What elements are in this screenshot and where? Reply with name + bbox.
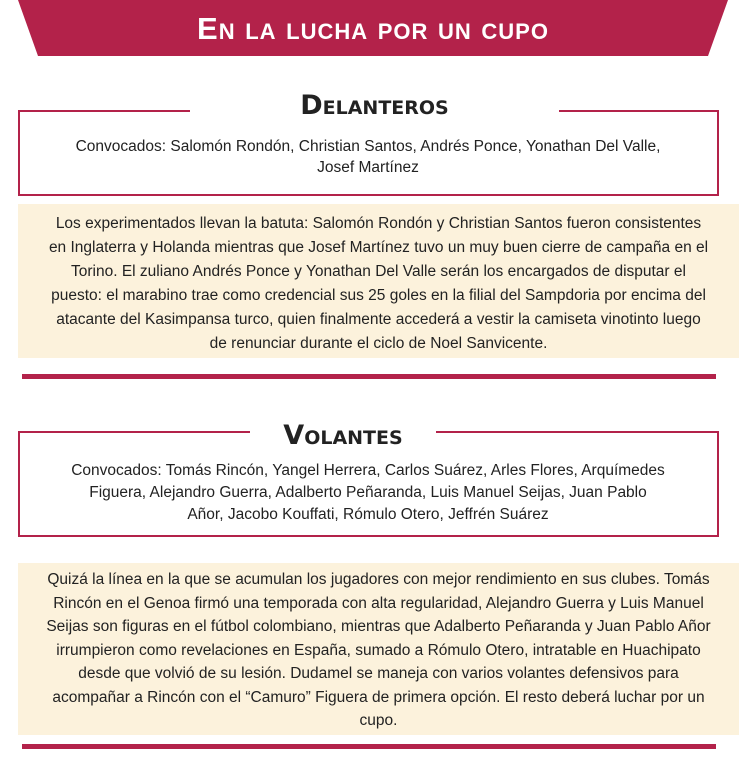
section-divider [22, 374, 716, 379]
section-title: Volantes [283, 420, 403, 451]
section-title: Delanteros [300, 90, 449, 121]
section-divider [22, 744, 716, 749]
section-body: Quizá la línea en la que se acumulan los jugadores con mejor rendimiento en sus clubes. Tomás Rincón en el Genoa firmó una temporada con alta regularidad, Alejandro Guerra y Luis Manuel Seijas son figuras en el fútbol colombiano, mientras que Adalberto Peñaranda y Juan Pablo Añor irrumpieron como revelaciones en España, sumado a Rómulo Otero, intratable en Huachipato desde que volvió de su lesión. Dudamel se maneja con varios volantes defensivos para acompañar a Rincón con el “Camuro” Figuera de primera opción. El resto deberá luchar por un cupo. [18, 563, 739, 735]
convocados-list: Convocados: Salomón Rondón, Christian Santos, Andrés Ponce, Yonathan Del Valle, Josef Martínez [75, 138, 661, 176]
convocados-list: Convocados: Tomás Rincón, Yangel Herrera, Carlos Suárez, Arles Flores, Arquímedes Figuera, Alejandro Guerra, Adalberto Peñaranda, Luis Manuel Seijas, Juan Pablo Añor, Jacobo Kouffati, Rómulo Otero, Jeffrén Suárez [71, 462, 665, 523]
frame-line-right [436, 431, 719, 433]
frame-line-left [18, 110, 190, 112]
frame-line-left [18, 431, 250, 433]
page-title: En la lucha por un cupo [197, 11, 549, 46]
header-banner [0, 0, 746, 58]
frame-line-right [559, 110, 719, 112]
section-body: Los experimentados llevan la batuta: Salomón Rondón y Christian Santos fueron consistentes en Inglaterra y Holanda mientras que Josef Martínez tuvo un muy buen cierre de campaña en el Torino. El zuliano Andrés Ponce y Yonathan Del Valle serán los encargados de disputar el puesto: el marabino trae como credencial sus 25 goles en la filial del Sampdoria por encima del atacante del Kasimpansa turco, quien finalmente accederá a vestir la camiseta vinotinto luego de renunciar durante el ciclo de Noel Sanvicente. [18, 204, 739, 358]
